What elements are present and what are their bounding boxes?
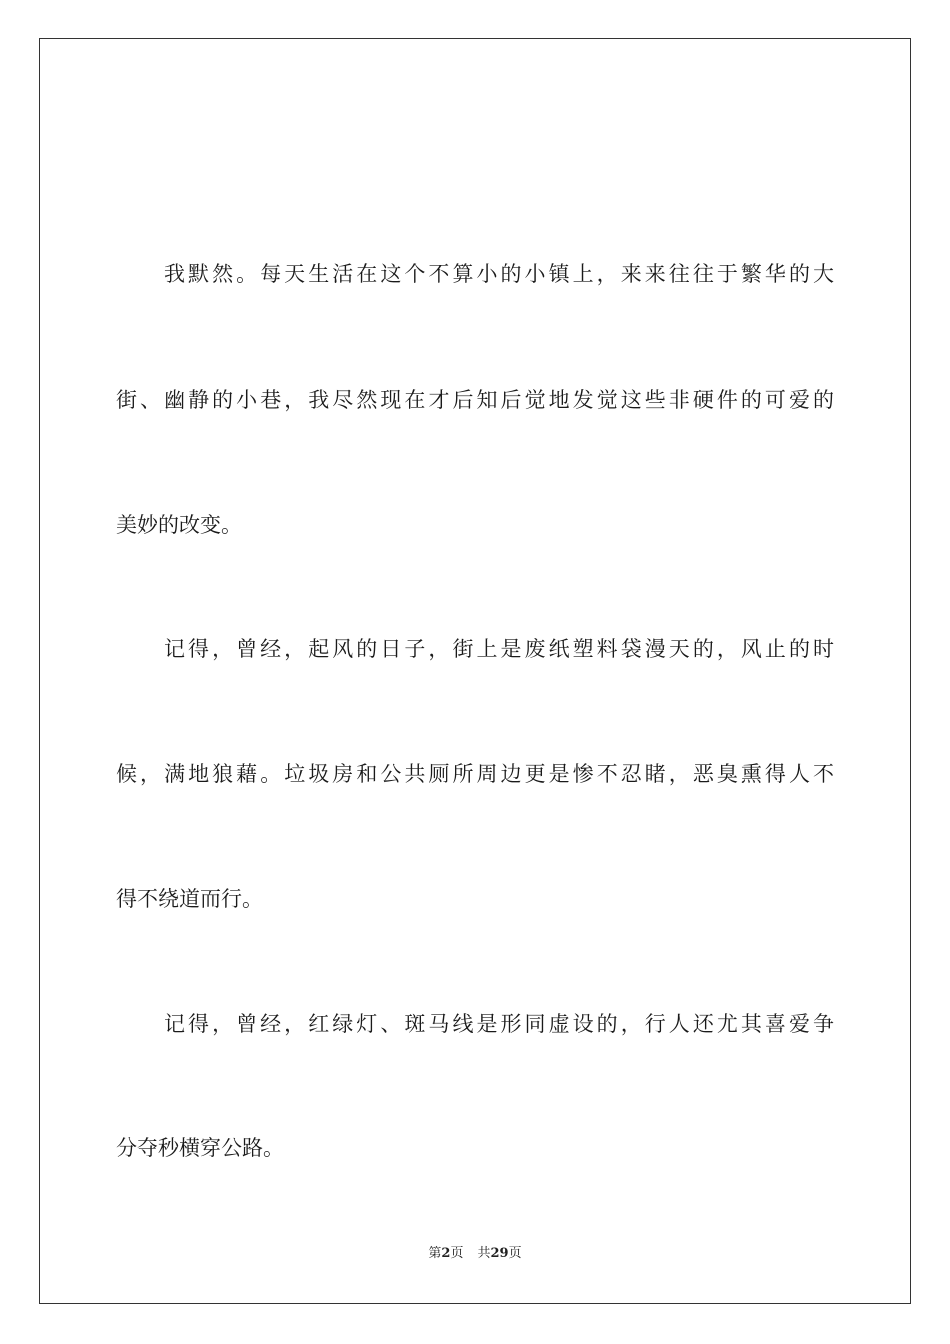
paragraph-1-line-3: 美妙的改变。: [116, 513, 242, 537]
page-border: [39, 38, 911, 1304]
paragraph-2-line-3: 得不绕道而行。: [116, 887, 263, 911]
paragraph-3-line-1: 记得，曾经，红绿灯、斑马线是形同虚设的，行人还尤其喜爱争: [164, 1012, 834, 1036]
page-total: 29: [490, 1246, 509, 1261]
paragraph-2-line-1: 记得，曾经，起风的日子，街上是废纸塑料袋漫天的，风止的时: [164, 637, 834, 661]
paragraph-2-line-2: 候，满地狼藉。垃圾房和公共厕所周边更是惨不忍睹，恶臭熏得人不: [116, 762, 834, 786]
total-prefix: 共: [477, 1246, 491, 1261]
page-current: 2: [441, 1246, 451, 1261]
paragraph-1-line-2: 街、幽静的小巷，我尽然现在才后知后觉地发觉这些非硬件的可爱的: [116, 388, 834, 412]
paragraph-3-line-2: 分夺秒横穿公路。: [116, 1136, 284, 1160]
page-prefix: 第: [428, 1246, 442, 1261]
page-footer: [0, 1244, 950, 1264]
paragraph-1-line-1: 我默然。每天生活在这个不算小的小镇上，来来往往于繁华的大: [164, 262, 834, 286]
total-unit: 页: [508, 1246, 522, 1261]
page-unit: 页: [450, 1246, 464, 1261]
